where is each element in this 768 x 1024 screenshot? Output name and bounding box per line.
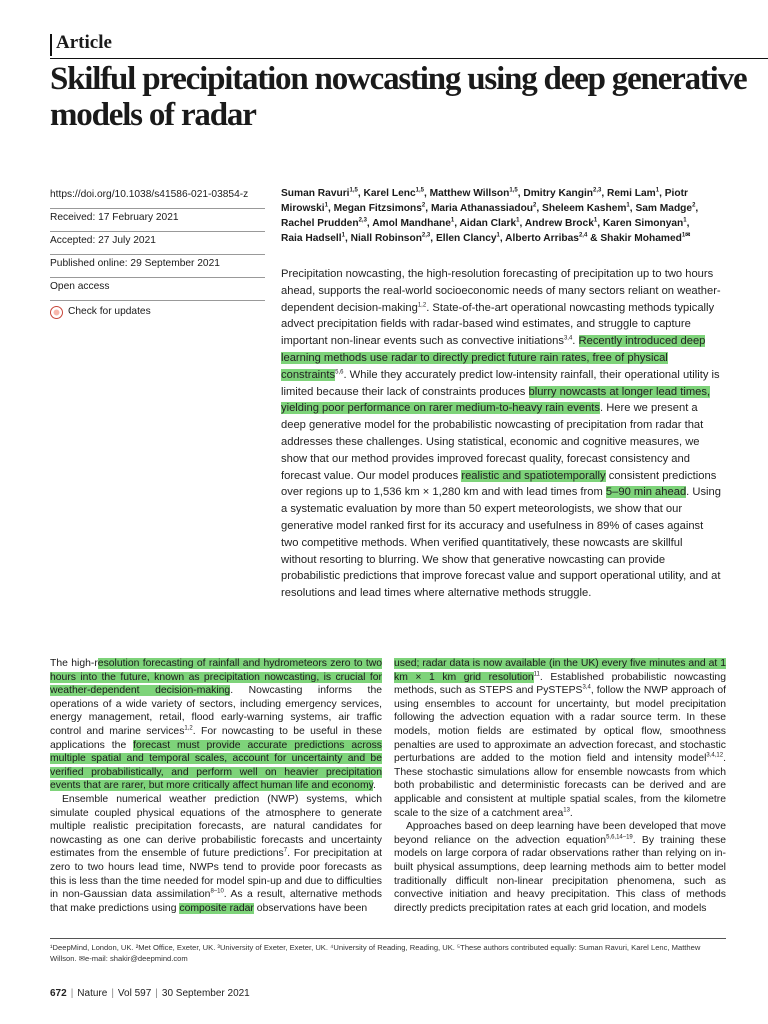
text-run: Ensemble numerical weather prediction (NWP) systems, which simulate coupled physical equations of the atmosphere to generate multiple realistic precipitation forecasts, are natural candidates for nowcasting as one can derive probabilistic forecasts and uncertainty estimates from the ensemble of future predictions — [50, 793, 382, 860]
text-run: . State-of-the-art operational nowcasting methods typically advect precipitation fields with radar-based wind estimates, and struggle to capture important non-linear events such as convective initiations — [281, 301, 715, 348]
author-name: Karen Simonyan — [602, 218, 684, 229]
article-metadata — [50, 186, 265, 323]
highlighted-text: 5–90 min ahead — [605, 486, 687, 499]
highlighted-text: Recently introduced deep learning methods use radar to directly predict future rain rates, free of physical constraints — [281, 335, 706, 381]
text-run: Precipitation nowcasting, the high-resolution forecasting of precipitation up to two hours ahead, supports the real-world socioeconomic needs of many sectors reliant on weather-dependent decision-making — [281, 268, 721, 314]
page-footer: 672 | Nature | Vol 597 | 30 September 2021 — [50, 988, 250, 999]
check-updates-link[interactable] — [50, 301, 265, 323]
paper-title: Skilful precipitation nowcasting using deep generative models of radar — [50, 61, 747, 133]
author-affiliation: 2,3 — [358, 217, 367, 224]
published-date: Published online: 29 September 2021 — [50, 255, 265, 278]
highlighted-text: forecast must provide accurate predictions across multiple spatial and temporal scales, account for uncertainty and be verified probabilistically, and perform well on heavier precipitation events that are rarer, but more critically affect human life and economy — [50, 739, 382, 792]
author-affiliation: 2,4 — [578, 232, 588, 239]
author-name: Alberto Arribas — [505, 233, 579, 244]
text-run: . For nowcasting to be useful in these applications the — [50, 725, 382, 751]
text-run: . As a result, alternative methods that make predictions using — [50, 889, 382, 914]
citation-ref: 13 — [563, 807, 570, 814]
author-affiliation: 2,3 — [421, 232, 431, 239]
text-run: . For precipitation at zero to two hours lead time, NWPs tend to provide poor forecasts as this is less than the time needed for model spin-up and due to difficulties in non-Gaussian data assimilation — [50, 848, 382, 901]
text-run: consistent predictions over regions up to 1,536 km × 1,280 km and with lead times from — [281, 469, 717, 499]
text-run: . — [572, 335, 579, 348]
author-affiliation: 1 — [496, 232, 500, 239]
author-affiliation: 2 — [533, 202, 537, 209]
highlighted-text: esolution forecasting of rainfall and hydrometeors zero to two hours into the future, known as precipitation nowcasting, is crucial for weather-dependent decision-making — [50, 658, 382, 697]
author-name: Ellen Clancy — [435, 233, 497, 244]
text-run: . By training these models on large corpora of radar observations rather than relying on in-built physical assumptions, deep learning methods aim to better model traditionally difficult non-linear precipitation phenomena, such as convective initiation and heavy precipitation. This class of methods directly predicts precipitation rates at each grid location, and models — [394, 834, 727, 914]
body-column-right — [394, 657, 726, 915]
text-run: . — [373, 780, 376, 792]
citation-ref: 5,6,14–19 — [606, 834, 633, 841]
text-run: . Established probabilistic nowcasting methods, such as STEPS and PySTEPS — [394, 671, 726, 697]
citation-ref: 7 — [283, 847, 288, 854]
author-name: Remi Lam — [607, 188, 656, 199]
author-name: Suman Ravuri — [281, 188, 350, 199]
check-updates-icon — [50, 306, 63, 319]
text-run: , follow the NWP approach of using ensembles to account for uncertainty, but model precipitation following the advection equation with a radar source term. In these models, motion fields are estimated by optical flow, smoothness penalties are used to approximate an advection forecast, and stochastic perturbations are added to the motion field and intensity model — [394, 685, 726, 765]
text-run: The high-r — [50, 658, 98, 669]
citation-ref: 3,4 — [563, 335, 573, 342]
author-affiliation: 2 — [692, 202, 696, 209]
author-name: Andrew Brock — [524, 218, 594, 229]
author-name: Aidan Clark — [459, 218, 517, 229]
author-name: Shakir Mohamed — [600, 233, 682, 244]
author-name: Megan Fitzsimons — [333, 203, 422, 214]
citation-ref: 5,6 — [335, 369, 344, 376]
author-list: Suman Ravuri$^{1,5}$, Karel Lenc$^{1,5}$, Matthew Willson$^{1,5}$, Dmitry Kangin$^{2,3}$, Remi Lam$^1$, Piotr Mirowski$^1$, Megan Fitzsimons$^2$, Maria Athanassiadou$^2$, Sheleem Kashem$^1$, Sam Madge$^2$, Rachel Prudden$^{2,3}$, Amol Mandhane$^1$, Aidan Clark$^1$, Andrew Brock$^1$, Karen Simonyan$^1$, Raia Hadsell$^1$, Niall Robinson$^{2,3}$, Ellen Clancy$^1$, Alberto Arribas$^{2,4}$ & Shakir Mohamed$^{1✉}$ — [281, 187, 699, 244]
author-name: Dmitry Kangin — [523, 188, 593, 199]
volume: Vol 597 — [117, 988, 152, 999]
body-paragraph — [394, 657, 726, 820]
page-number: 672 — [50, 988, 67, 999]
text-run: . While they accurately predict low-intensity rainfall, their operational utility is limited because their lack of constraints produces — [281, 368, 720, 398]
author-name: Piotr Mirowski — [281, 188, 688, 214]
abstract — [281, 266, 721, 602]
open-access-label: Open access — [50, 278, 265, 301]
author-affiliation: 1 — [655, 187, 660, 194]
header-rule — [50, 58, 768, 59]
article-marker-bar — [50, 34, 52, 56]
journal-name: Nature — [77, 988, 108, 999]
text-run: . — [569, 807, 573, 819]
highlighted-text: used; radar data is now available (in the UK) every five minutes and at 1 km × 1 km grid resolution — [394, 658, 726, 683]
text-run: observations have been — [253, 902, 368, 914]
author-affiliation: 1 — [341, 232, 345, 239]
author-name: Karel Lenc — [363, 188, 416, 199]
text-run: . Here we present a deep generative model for the probabilistic nowcasting of precipitation from radar that addresses these challenges. Using statistical, economic and cognitive measures, we show that our method provides improved forecast quality, forecast consistency and forecast value. Our model produces — [281, 402, 704, 482]
author-name: Sam Madge — [635, 203, 693, 214]
author-affiliation: 1 — [516, 217, 520, 224]
article-type-label: Article — [56, 32, 112, 53]
citation-ref: 3,4,12 — [706, 752, 724, 759]
author-affiliation: 1 — [324, 202, 328, 209]
accepted-date: Accepted: 27 July 2021 — [50, 232, 265, 255]
author-name: Sheleem Kashem — [542, 203, 627, 214]
received-date: Received: 17 February 2021 — [50, 209, 265, 232]
author-affiliation: 2,3 — [593, 187, 602, 194]
check-updates-label: Check for updates — [68, 306, 151, 317]
text-run: Approaches based on deep learning have been developed that move beyond reliance on the advection equation — [394, 821, 726, 846]
issue-date: 30 September 2021 — [161, 988, 250, 999]
citation-ref: 1,2 — [417, 301, 427, 308]
author-affiliation: 1,5 — [349, 187, 358, 194]
affiliations-footnote: ¹DeepMind, London, UK. ²Met Office, Exeter, UK. ³University of Exeter, Exeter, UK. ⁴University of Reading, Reading, UK. ⁵These authors contributed equally: Suman Ravuri, Karel Lenc, Matthew Willson. ✉e-mail: shakir@deepmind.com — [50, 943, 701, 963]
highlighted-text: composite radar — [179, 902, 254, 914]
author-name: Amol Mandhane — [372, 218, 451, 229]
body-paragraph — [50, 793, 382, 915]
author-affiliation: 1,5 — [509, 187, 518, 194]
body-column-left — [50, 657, 382, 915]
author-name: Niall Robinson — [350, 233, 422, 244]
highlighted-text: blurry nowcasts at longer lead times, yielding poor performance on rarer medium-to-heavy rain events — [281, 385, 711, 415]
author-name: Matthew Willson — [429, 188, 510, 199]
author-affiliation: 2 — [421, 202, 426, 209]
citation-ref: 11 — [533, 671, 540, 678]
abstract-paragraph — [281, 266, 721, 602]
text-run: . Using a systematic evaluation by more than 50 expert meteorologists, we show that our generative model ranked first for its accuracy and usefulness in 89% of cases against two competitive methods. When verified quantitatively, these nowcasts are skillful without resorting to blurring. We show that generative nowcasting can provide probabilistic predictions that improve forecast value and support operational utility, and at resolutions and lead times where alternative methods struggle. — [281, 486, 721, 600]
author-name: Maria Athanassiadou — [430, 203, 534, 214]
author-affiliation: 1 — [450, 217, 455, 224]
author-affiliation: 1,5 — [415, 187, 424, 194]
author-name: Raia Hadsell — [281, 233, 342, 244]
author-affiliation: 1✉ — [681, 232, 691, 239]
highlighted-text: realistic and spatiotemporally — [461, 469, 606, 482]
citation-ref: 1,2 — [184, 725, 193, 732]
doi-link[interactable]: https://doi.org/10.1038/s41586-021-03854-z — [50, 186, 265, 209]
citation-ref: 8–10 — [210, 888, 224, 895]
text-run: . Nowcasting informs the operations of a wide variety of sectors, including emergency services, energy management, retail, flood early-warning systems, air traffic control and marine services — [50, 685, 383, 737]
author-affiliation: 1 — [683, 217, 687, 224]
author-name: Rachel Prudden — [281, 218, 359, 229]
author-affiliation: 1 — [593, 217, 598, 224]
footnote-rule — [50, 938, 726, 939]
body-paragraph — [50, 657, 382, 793]
citation-ref: 3,4 — [582, 684, 591, 691]
body-paragraph — [394, 820, 726, 915]
text-run: . These stochastic simulations allow for ensemble nowcasts from which both probabilistic and deterministic forecasts can be derived and are applicable and consistent at multiple spatial scales, from the kilometre scale to the size of a catchment area — [394, 753, 726, 819]
author-affiliation: 1 — [626, 202, 630, 209]
